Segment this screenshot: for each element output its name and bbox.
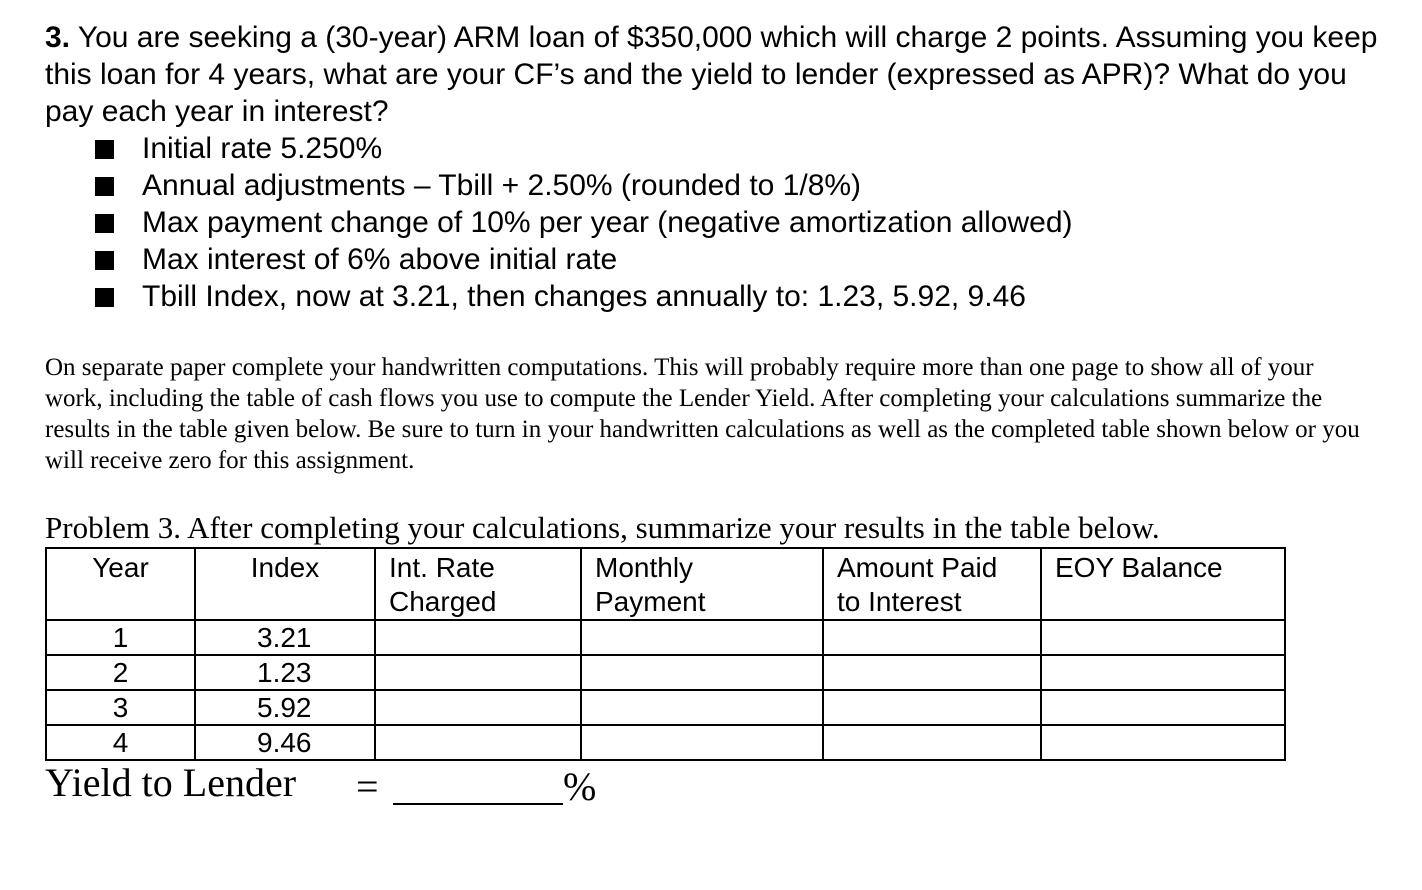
- cell-eoy[interactable]: [1041, 620, 1285, 655]
- bullet-text: Initial rate 5.250%: [142, 132, 383, 165]
- loan-terms-list: [95, 130, 1073, 315]
- list-item: [95, 241, 1073, 278]
- list-item: [95, 130, 1073, 167]
- cell-eoy[interactable]: [1041, 655, 1285, 690]
- question-text: [45, 19, 1385, 130]
- cell-year: 3: [46, 690, 195, 725]
- summary-table: [45, 547, 1286, 761]
- bullet-text: Annual adjustments – Tbill + 2.50% (rounded to 1/8%): [142, 169, 862, 202]
- header-year: Year: [46, 548, 195, 620]
- table-row: [46, 725, 1285, 760]
- table-row: [46, 655, 1285, 690]
- equals-sign: =: [356, 764, 379, 809]
- cell-index: 1.23: [195, 655, 375, 690]
- cell-rate[interactable]: [375, 690, 581, 725]
- header-monthly-payment: Monthly Payment: [581, 548, 823, 620]
- table-row: [46, 620, 1285, 655]
- header-interest-rate: Int. Rate Charged: [375, 548, 581, 620]
- cell-eoy[interactable]: [1041, 725, 1285, 760]
- square-bullet-icon: [95, 177, 114, 196]
- cell-payment[interactable]: [581, 655, 823, 690]
- cell-payment[interactable]: [581, 725, 823, 760]
- yield-to-lender-label: Yield to Lender: [45, 760, 297, 805]
- cell-rate[interactable]: [375, 725, 581, 760]
- cell-payment[interactable]: [581, 690, 823, 725]
- square-bullet-icon: [95, 251, 114, 270]
- square-bullet-icon: [95, 214, 114, 233]
- list-item: [95, 204, 1073, 241]
- square-bullet-icon: [95, 140, 114, 159]
- header-index: Index: [195, 548, 375, 620]
- cell-interest[interactable]: [823, 620, 1041, 655]
- list-item: [95, 278, 1073, 315]
- cell-interest[interactable]: [823, 655, 1041, 690]
- percent-sign: %: [563, 764, 597, 809]
- header-amount-paid-interest: Amount Paid to Interest: [823, 548, 1041, 620]
- bullet-text: Max payment change of 10% per year (negative amortization allowed): [142, 206, 1073, 239]
- cell-index: 5.92: [195, 690, 375, 725]
- cell-index: 9.46: [195, 725, 375, 760]
- cell-rate[interactable]: [375, 620, 581, 655]
- header-eoy-balance: EOY Balance: [1041, 548, 1285, 620]
- cell-year: 4: [46, 725, 195, 760]
- bullet-text: Max interest of 6% above initial rate: [142, 243, 618, 276]
- bullet-text: Tbill Index, now at 3.21, then changes annually to: 1.23, 5.92, 9.46: [142, 280, 1026, 313]
- cell-eoy[interactable]: [1041, 690, 1285, 725]
- square-bullet-icon: [95, 288, 114, 307]
- table-row: [46, 690, 1285, 725]
- yield-answer-blank[interactable]: [393, 803, 563, 805]
- question-body: You are seeking a (30-year) ARM loan of $350,000 which will charge 2 points. Assuming you keep this loan for 4 years, what are your CF’s and the yield to lender (expressed as APR)? What do you pay each year in interest?: [45, 21, 1378, 128]
- cell-interest[interactable]: [823, 690, 1041, 725]
- problem-title: Problem 3. After completing your calculations, summarize your results in the table below.: [45, 510, 1160, 545]
- cell-year: 1: [46, 620, 195, 655]
- cell-rate[interactable]: [375, 655, 581, 690]
- cell-year: 2: [46, 655, 195, 690]
- table-header-row: [46, 548, 1285, 620]
- instructions-paragraph: On separate paper complete your handwritten computations. This will probably require more than one page to show all of your work, including the table of cash flows you use to compute the Lender Yield. After completing your calculations summarize the results in the table given below. Be sure to turn in your handwritten calculations as well as the completed table shown below or you will receive zero for this assignment.: [45, 354, 1360, 474]
- cell-payment[interactable]: [581, 620, 823, 655]
- question-number: 3.: [45, 21, 71, 54]
- cell-interest[interactable]: [823, 725, 1041, 760]
- cell-index: 3.21: [195, 620, 375, 655]
- list-item: [95, 167, 1073, 204]
